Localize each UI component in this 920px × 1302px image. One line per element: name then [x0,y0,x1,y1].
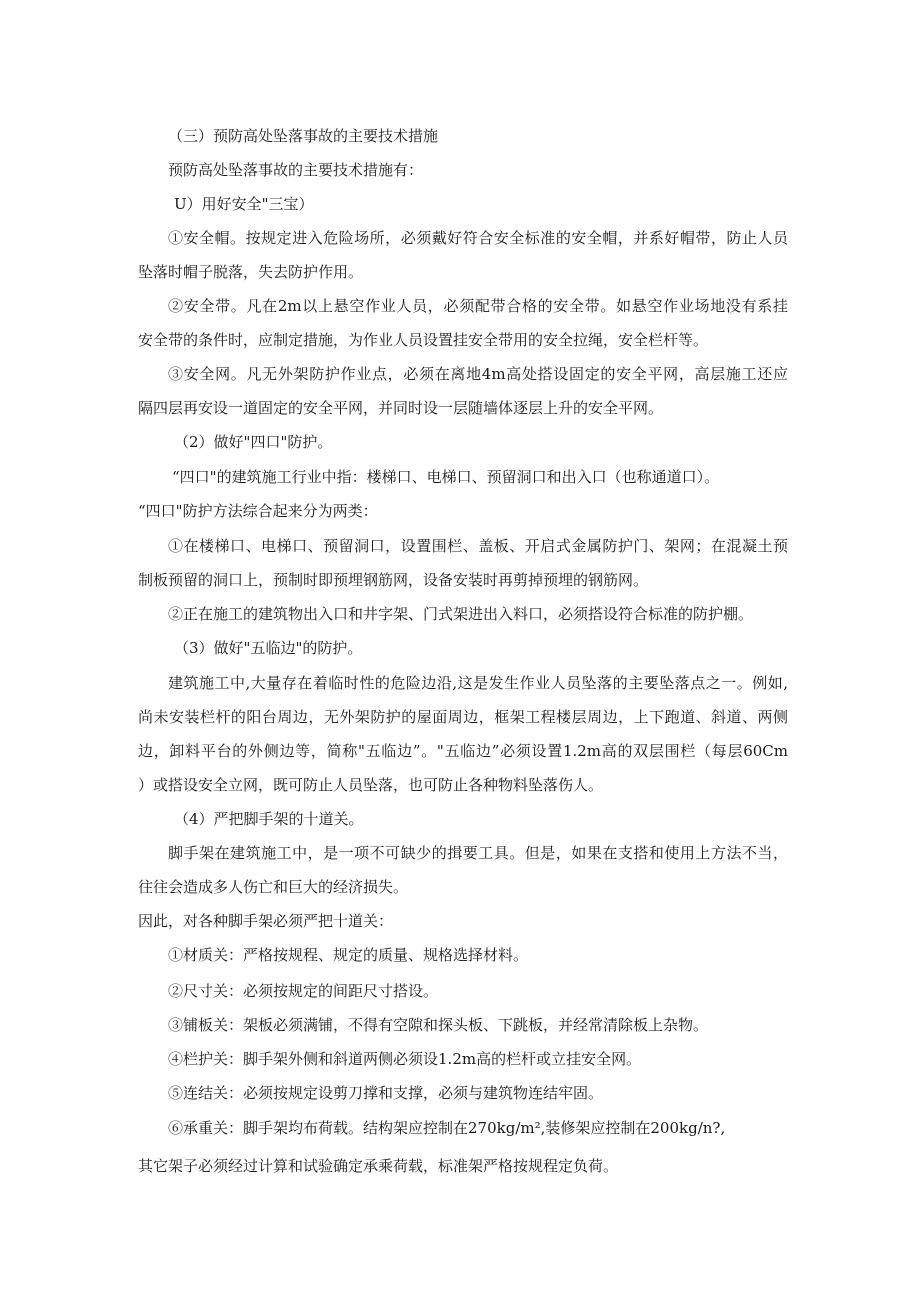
paragraph-line: 制板预留的洞口上，预制时即预埋钢筋网，设备安装时再剪掉预埋的钢筋网。 [138,571,649,589]
paragraph-line: 安全带的条件时，应制定措施，为作业人员设置挂安全带用的安全拉绳，安全栏杆等。 [138,331,709,349]
paragraph-line: U）用好安全"三宝） [174,195,314,213]
paragraph-line: ⑥承重关：脚手架均布荷载。结构架应控制在270kg∕m²,装修架应控制在200kg/n?, [168,1119,726,1137]
paragraph-line: ③铺板关：架板必须满铺，不得有空隙和探头板、下跳板，并经常清除板上杂物。 [168,1016,709,1034]
paragraph-line: ②安全带。凡在2m以上悬空作业人员，必须配带合格的安全带。如悬空作业场地没有系挂 [168,297,788,315]
section-title: （三）预防高处坠落事故的主要技术措施 [168,127,439,145]
paragraph-line: “四口"的建筑施工行业中指：楼梯口、电梯口、预留洞口和出入口（也称通道口）。 [172,468,720,486]
paragraph-line: 往往会造成多人伤亡和巨大的经济损失。 [138,878,409,896]
paragraph-line: ①材质关：严格按规程、规定的质量、规格选择材料。 [168,946,529,964]
paragraph-line: 其它架子必须经过计算和试验确定承乘荷载，标准架严格按规程定负荷。 [138,1157,619,1175]
paragraph-line: ①安全帽。按规定进入危险场所，必须戴好符合安全标准的安全帽，并系好帽带，防止人员 [168,229,788,247]
paragraph-line: “四口"防护方法综合起来分为两类： [138,502,378,520]
paragraph-line: 因此，对各种脚手架必须严把十道关： [138,912,394,930]
paragraph-line: （2）做好"四口"防护。 [174,433,333,451]
paragraph-line: ）或搭设安全立网，既可防止人员坠落，也可防止各种物料坠落伤人。 [138,776,604,794]
paragraph-line: ②正在施工的建筑物出入口和井字架、门式架进出入料口，必须搭设符合标准的防护棚。 [168,605,754,623]
paragraph-line: ④栏护关：脚手架外侧和斜道两侧必须设1.2m高的栏杆或立挂安全网。 [168,1050,642,1068]
paragraph-line: 预防高处坠落事故的主要技术措施有： [168,161,424,179]
paragraph-line: ③安全网。凡无外架防护作业点，必须在离地4m高处搭设固定的安全平网，高层施工还应 [168,365,788,383]
paragraph-line: 边，卸料平台的外侧边等，简称"五临边”。"五临边”必须设置1.2m高的双层围栏（每层60Cm [138,742,788,760]
paragraph-line: （4）严把脚手架的十道关。 [174,810,364,828]
paragraph-line: 脚手架在建筑施工中，是一项不可缺少的揖要工具。但是，如果在支搭和使用上方法不当， [168,844,788,862]
paragraph-line: 隔四层再安设一道固定的安全平网，并同时设一层随墙体逐层上升的安全平网。 [138,399,664,417]
paragraph-line: 建筑施工中,大量存在着临时性的危险边沿,这是发生作业人员坠落的主要坠落点之一。例如, [168,674,788,692]
paragraph-line: ②尺寸关：必须按规定的间距尺寸搭设。 [168,982,439,1000]
paragraph-line: ⑤连结关：必须按规定设剪刀撑和支撑，必须与建筑物连结牢固。 [168,1084,604,1102]
paragraph-line: 坠落时帽子脱落，失去防护作用。 [138,263,364,281]
paragraph-line: （3）做好"五临边"的防护。 [174,639,363,657]
paragraph-line: ①在楼梯口、电梯口、预留洞口，设置围栏、盖板、开启式金属防护门、架网；在混凝土预 [168,537,788,555]
paragraph-line: 尚未安装栏杆的阳台周边，无外架防护的屋面周边，框架工程楼层周边，上下跑道、斜道、两侧 [138,708,788,726]
